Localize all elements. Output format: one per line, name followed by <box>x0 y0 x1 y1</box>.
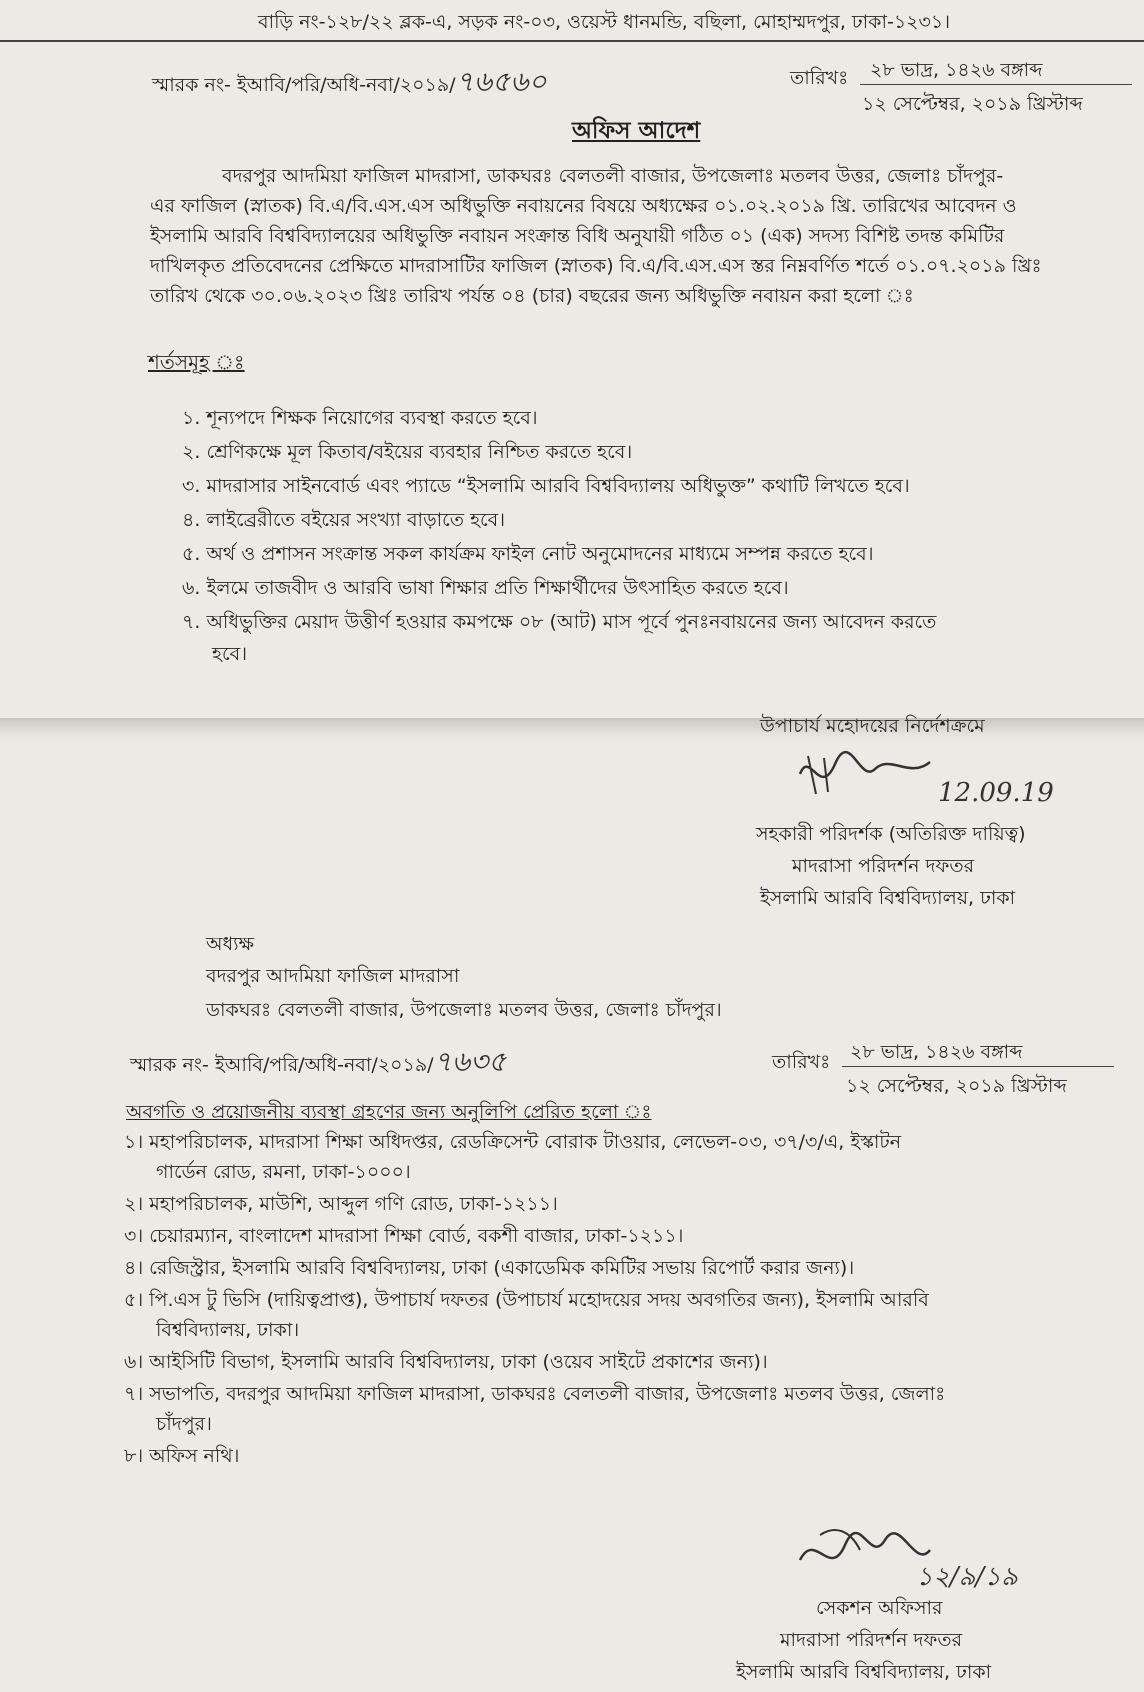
body-line-5: তারিখ থেকে ৩০.০৬.২০২৩ খ্রিঃ তারিখ পর্যন্ত ০৪ (চার) বছরের জন্য অধিভুক্তি নবায়ন করা হলো ঃ <box>150 285 914 307</box>
memo-ref-handwritten: ৭৬৫৬০ <box>455 65 547 98</box>
copy-item <box>124 1380 945 1412</box>
copy-num: ৭। <box>124 1383 144 1405</box>
copy-text: অফিস নথি। <box>149 1445 240 1467</box>
copy-num: ৮। <box>124 1445 144 1467</box>
copy-num: ১। <box>124 1131 144 1153</box>
copy-num: ৬। <box>124 1351 144 1373</box>
condition-num: ৭. <box>182 611 201 633</box>
signatory-2-university: ইসলামি আরবি বিশ্ববিদ্যালয়, ঢাকা <box>736 1661 992 1683</box>
copy-item <box>124 1348 768 1380</box>
condition-text: লাইব্রেরীতে বইয়ের সংখ্যা বাড়াতে হবে। <box>206 509 506 531</box>
copy-num: ৪। <box>124 1257 144 1279</box>
copy-text: সভাপতি, বদরপুর আদমিয়া ফাজিল মাদরাসা, ডাকঘরঃ বেলতলী বাজার, উপজেলাঃ মতলব উত্তর, জেলাঃ <box>149 1383 946 1405</box>
copy-item-continued: চাঁদপুর। <box>156 1413 212 1435</box>
signature-2-date: ১২/৯/১৯ <box>916 1562 1018 1592</box>
condition-num: ৪. <box>182 509 201 531</box>
memo-2-ref-text: স্মারক নং- ইআবি/পরি/অধি-নবা/২০১৯/ <box>130 1054 434 1076</box>
copy-item <box>124 1254 854 1286</box>
memo-date-en: ১২ সেপ্টেম্বর, ২০১৯ খ্রিস্টাব্দ <box>862 93 1083 115</box>
header-rule <box>0 40 1144 42</box>
memo-2-date-label: তারিখঃ <box>772 1051 831 1073</box>
condition-text: অধিভুক্তির মেয়াদ উত্তীর্ণ হওয়ার কমপক্ষে ০৮ (আট) মাস পূর্বে পুনঃনবায়নের জন্য আবেদন করতে <box>206 611 937 633</box>
condition-text: অর্থ ও প্রশাসন সংক্রান্ত সকল কার্যক্রম ফাইল নোট অনুমোদনের মাধ্যমে সম্পন্ন করতে হবে। <box>206 543 874 565</box>
condition-item <box>182 438 632 470</box>
condition-num: ২. <box>182 441 201 463</box>
memo-2-ref-handwritten: ৭৬৩৫ <box>433 1045 507 1078</box>
recipient-title: অধ্যক্ষ <box>206 933 255 955</box>
copy-item <box>124 1286 929 1318</box>
signatory-2-designation: সেকশন অফিসার <box>816 1597 943 1619</box>
instruction-text: উপাচার্য মহোদয়ের নির্দেশক্রমে <box>760 715 985 737</box>
condition-item-continued: হবে। <box>212 643 247 665</box>
copy-item-continued: গার্ডেন রোড, রমনা, ঢাকা-১০০০। <box>156 1161 411 1183</box>
condition-num: ১. <box>182 407 201 429</box>
copy-num: ৩। <box>124 1225 144 1247</box>
condition-item <box>182 574 789 606</box>
copy-item-continued: বিশ্ববিদ্যালয়, ঢাকা। <box>156 1319 300 1341</box>
condition-text: শ্রেণিকক্ষে মূল কিতাব/বইয়ের ব্যবহার নিশ্চিত করতে হবে। <box>206 441 633 463</box>
memo-date-bn: ২৮ ভাদ্র, ১৪২৬ বঙ্গাব্দ <box>870 59 1043 81</box>
header-address: বাড়ি নং-১২৮/২২ ব্লক-এ, সড়ক নং-০৩, ওয়েস্ট ধানমন্ডি, বছিলা, মোহাম্মদপুর, ঢাকা-১২৩১। <box>258 11 950 33</box>
memo-date-label: তারিখঃ <box>790 67 849 89</box>
signature-1-date: 12.09.19 <box>938 778 1054 808</box>
signatory-1-office: মাদরাসা পরিদর্শন দফতর <box>792 855 975 877</box>
copy-num: ৫। <box>124 1289 144 1311</box>
body-line-3: ইসলামি আরবি বিশ্ববিদ্যালয়ের অধিভুক্তি নবায়ন সংক্রান্ত বিধি অনুযায়ী গঠিত ০১ (এক) সদস্য বিশিষ্ট তদন্ত কমিটির <box>150 225 1005 247</box>
memo-ref <box>152 60 547 107</box>
signature-1-image <box>790 744 940 804</box>
copy-text: মহাপরিচালক, মাদরাসা শিক্ষা অধিদপ্তর, রেডক্রিসেন্ট বোরাক টাওয়ার, লেভেল-০৩, ৩৭/৩/এ, ইস্কাটন <box>149 1131 902 1153</box>
copy-num: ২। <box>124 1193 144 1215</box>
condition-item <box>182 506 505 538</box>
copy-heading: অবগতি ও প্রয়োজনীয় ব্যবস্থা গ্রহণের জন্য অনুলিপি প্রেরিত হলো ঃ <box>126 1101 652 1123</box>
body-line-4: দাখিলকৃত প্রতিবেদনের প্রেক্ষিতে মাদরাসাটির ফাজিল (স্নাতক) বি.এ/বি.এস.এস স্তর নিম্নবর্ণিত শর্তে ০১.০৭.২০১৯ খ্রিঃ <box>150 255 1042 277</box>
condition-text: মাদরাসার সাইনবোর্ড এবং প্যাডে “ইসলামি আরবি বিশ্ববিদ্যালয় অধিভুক্ত” কথাটি লিখতে হবে। <box>206 475 910 497</box>
condition-item <box>182 608 936 640</box>
page-title: অফিস আদেশ <box>572 118 701 144</box>
copy-item <box>124 1442 239 1474</box>
condition-item <box>182 540 874 572</box>
copy-item <box>124 1190 558 1222</box>
memo-2-date-bn: ২৮ ভাদ্র, ১৪২৬ বঙ্গাব্দ <box>850 1041 1023 1063</box>
condition-text: ইলমে তাজবীদ ও আরবি ভাষা শিক্ষার প্রতি শিক্ষার্থীদের উৎসাহিত করতে হবে। <box>206 577 789 599</box>
condition-num: ৩. <box>182 475 201 497</box>
body-line-1: বদরপুর আদমিয়া ফাজিল মাদরাসা, ডাকঘরঃ বেলতলী বাজার, উপজেলাঃ মতলব উত্তর, জেলাঃ চাঁদপুর- <box>222 165 1004 187</box>
condition-num: ৬. <box>182 577 201 599</box>
memo-2-date-en: ১২ সেপ্টেম্বর, ২০১৯ খ্রিস্টাব্দ <box>846 1075 1067 1097</box>
signatory-1-university: ইসলামি আরবি বিশ্ববিদ্যালয়, ঢাকা <box>760 887 1016 909</box>
condition-item <box>182 404 538 436</box>
memo-2-ref <box>130 1040 506 1087</box>
date-divider-2 <box>842 1066 1114 1067</box>
conditions-heading: শর্তসমূহ ঃ <box>148 350 245 374</box>
date-divider <box>860 84 1132 85</box>
copy-text: রেজিস্ট্রার, ইসলামি আরবি বিশ্ববিদ্যালয়, ঢাকা (একাডেমিক কমিটির সভায় রিপোর্ট করার জন্য)। <box>149 1257 855 1279</box>
copy-text: আইসিটি বিভাগ, ইসলামি আরবি বিশ্ববিদ্যালয়, ঢাকা (ওয়েব সাইটে প্রকাশের জন্য)। <box>149 1351 768 1373</box>
condition-num: ৫. <box>182 543 201 565</box>
signatory-1-designation: সহকারী পরিদর্শক (অতিরিক্ত দায়িত্ব) <box>756 823 1026 845</box>
condition-item <box>182 472 910 504</box>
recipient-name: বদরপুর আদমিয়া ফাজিল মাদরাসা <box>206 965 460 987</box>
signatory-2-office: মাদরাসা পরিদর্শন দফতর <box>780 1629 963 1651</box>
body-line-2: এর ফাজিল (স্নাতক) বি.এ/বি.এস.এস অধিভুক্তি নবায়নের বিষয়ে অধ্যক্ষের ০১.০২.২০১৯ খ্রি. তারিখের আবেদন ও <box>150 195 1017 217</box>
memo-ref-text: স্মারক নং- ইআবি/পরি/অধি-নবা/২০১৯/ <box>152 74 456 96</box>
condition-text: শূন্যপদে শিক্ষক নিয়োগের ব্যবস্থা করতে হবে। <box>206 407 538 429</box>
copy-item <box>124 1222 683 1254</box>
copy-text: মহাপরিচালক, মাউশি, আব্দুল গণি রোড, ঢাকা-১২১১। <box>149 1193 558 1215</box>
copy-item <box>124 1128 901 1160</box>
recipient-address: ডাকঘরঃ বেলতলী বাজার, উপজেলাঃ মতলব উত্তর, জেলাঃ চাঁদপুর। <box>206 999 722 1021</box>
copy-text: চেয়ারম্যান, বাংলাদেশ মাদরাসা শিক্ষা বোর্ড, বকশী বাজার, ঢাকা-১২১১। <box>149 1225 684 1247</box>
copy-text: পি.এস টু ভিসি (দায়িত্বপ্রাপ্ত), উপাচার্য দফতর (উপাচার্য মহোদয়ের সদয় অবগতির জন্য), ইসলামি আরবি <box>149 1289 929 1311</box>
